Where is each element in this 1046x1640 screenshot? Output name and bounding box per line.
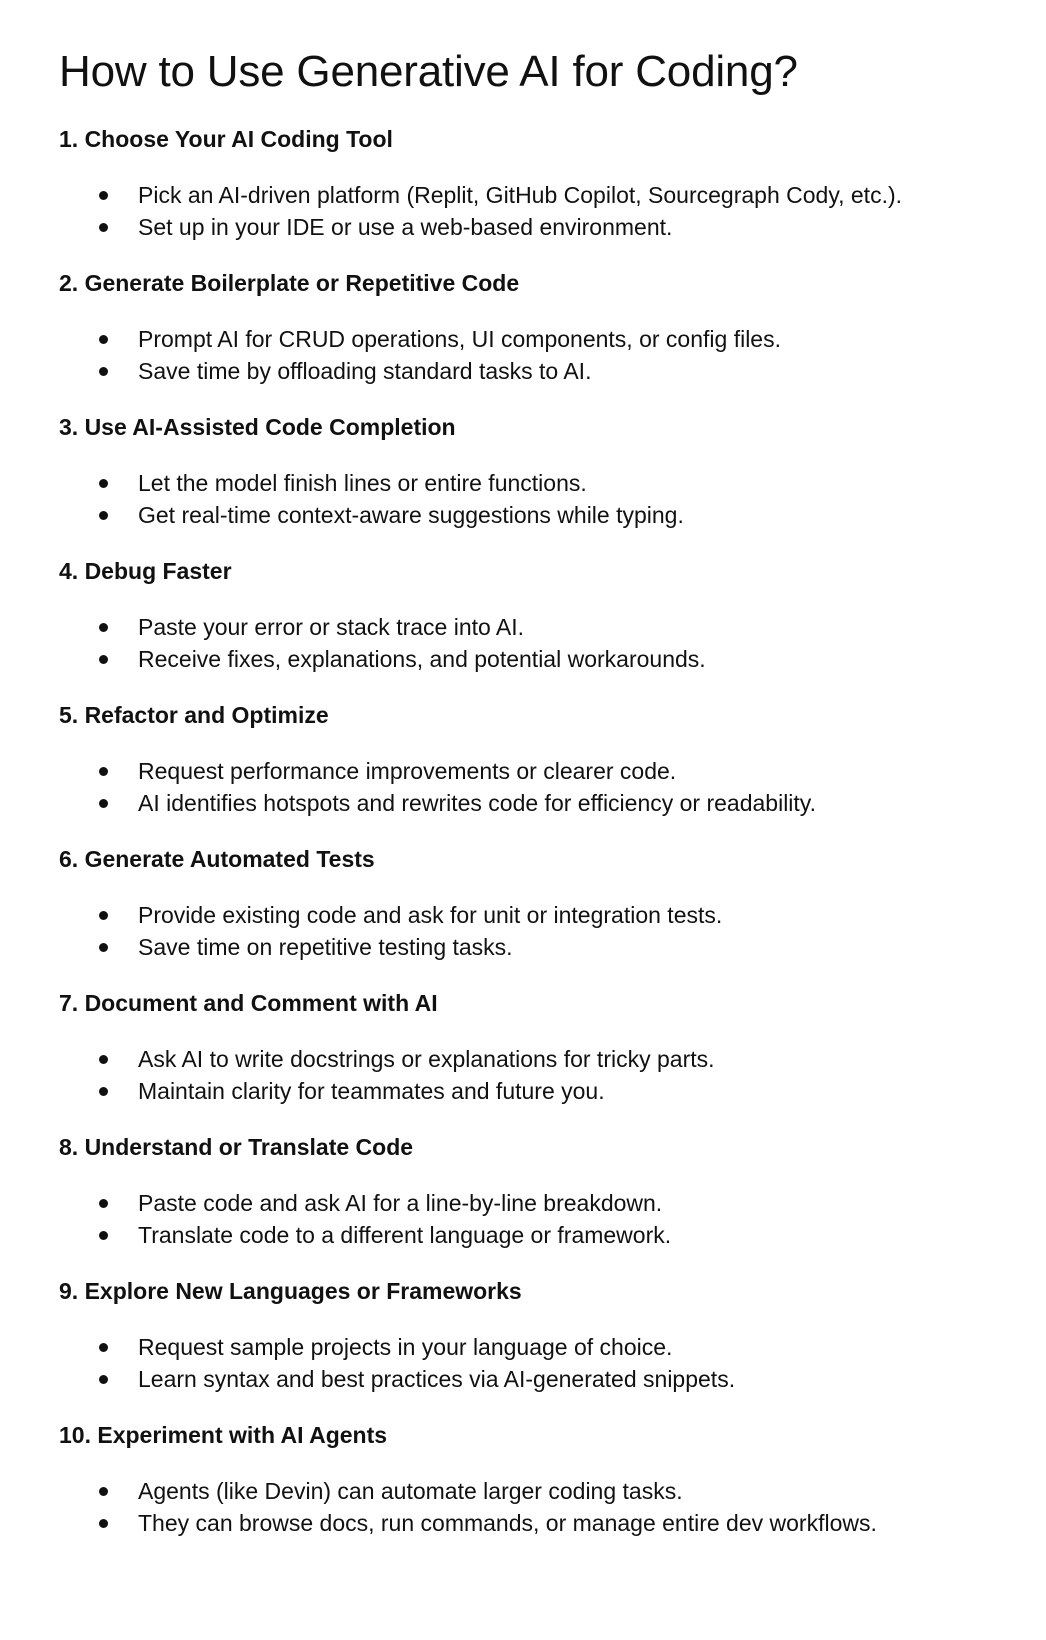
- list-item-text: Let the model finish lines or entire functions.: [138, 470, 587, 496]
- section-heading: 8. Understand or Translate Code: [59, 1134, 414, 1160]
- list-item: [59, 1363, 1006, 1395]
- list-item-text: Translate code to a different language or framework.: [138, 1222, 672, 1248]
- section-heading: 2. Generate Boilerplate or Repetitive Code: [59, 270, 520, 296]
- section-10: [59, 1420, 1006, 1539]
- bullet-list: [59, 1331, 1006, 1395]
- section-heading: 1. Choose Your AI Coding Tool: [59, 126, 393, 152]
- bullet-list: [59, 899, 1006, 963]
- list-item-text: Maintain clarity for teammates and future you.: [138, 1078, 605, 1104]
- bullet-dot-icon: [99, 335, 108, 344]
- section-6: [59, 844, 1006, 963]
- bullet-dot-icon: [99, 1487, 108, 1496]
- list-item-text: They can browse docs, run commands, or manage entire dev workflows.: [138, 1510, 877, 1536]
- section-heading: 5. Refactor and Optimize: [59, 702, 329, 728]
- bullet-dot-icon: [99, 767, 108, 776]
- list-item-text: AI identifies hotspots and rewrites code for efficiency or readability.: [138, 790, 816, 816]
- list-item-text: Prompt AI for CRUD operations, UI components, or config files.: [138, 326, 781, 352]
- section-2: [59, 268, 1006, 387]
- section-8: [59, 1132, 1006, 1251]
- bullet-dot-icon: [99, 655, 108, 664]
- bullet-list: [59, 611, 1006, 675]
- bullet-dot-icon: [99, 1199, 108, 1208]
- list-item: [59, 1507, 1006, 1539]
- list-item-text: Receive fixes, explanations, and potential workarounds.: [138, 646, 706, 672]
- list-item-text: Paste code and ask AI for a line-by-line breakdown.: [138, 1190, 663, 1216]
- bullet-list: [59, 755, 1006, 819]
- section-1: [59, 124, 1006, 243]
- list-item-text: Save time by offloading standard tasks to AI.: [138, 358, 592, 384]
- bullet-dot-icon: [99, 1231, 108, 1240]
- bullet-dot-icon: [99, 911, 108, 920]
- list-item: [59, 323, 1006, 355]
- bullet-dot-icon: [99, 479, 108, 488]
- list-item: [59, 211, 1006, 243]
- bullet-dot-icon: [99, 1519, 108, 1528]
- section-heading: 10. Experiment with AI Agents: [59, 1422, 388, 1448]
- bullet-dot-icon: [99, 191, 108, 200]
- section-4: [59, 556, 1006, 675]
- section-9: [59, 1276, 1006, 1395]
- list-item: [59, 643, 1006, 675]
- bullet-list: [59, 1187, 1006, 1251]
- bullet-list: [59, 1475, 1006, 1539]
- list-item-text: Provide existing code and ask for unit or integration tests.: [138, 902, 723, 928]
- list-item: [59, 899, 1006, 931]
- page-title: How to Use Generative AI for Coding?: [59, 47, 798, 96]
- list-item-text: Get real-time context-aware suggestions while typing.: [138, 502, 684, 528]
- list-item: [59, 1219, 1006, 1251]
- section-5: [59, 700, 1006, 819]
- list-item-text: Ask AI to write docstrings or explanations for tricky parts.: [138, 1046, 715, 1072]
- bullet-dot-icon: [99, 1055, 108, 1064]
- bullet-dot-icon: [99, 623, 108, 632]
- section-heading: 4. Debug Faster: [59, 558, 232, 584]
- bullet-dot-icon: [99, 1375, 108, 1384]
- sections-container: [59, 124, 1006, 1539]
- list-item-text: Learn syntax and best practices via AI-generated snippets.: [138, 1366, 736, 1392]
- bullet-dot-icon: [99, 1087, 108, 1096]
- list-item: [59, 467, 1006, 499]
- list-item-text: Pick an AI-driven platform (Replit, GitHub Copilot, Sourcegraph Cody, etc.).: [138, 182, 903, 208]
- section-heading: 7. Document and Comment with AI: [59, 990, 438, 1016]
- list-item: [59, 1187, 1006, 1219]
- section-heading: 3. Use AI-Assisted Code Completion: [59, 414, 456, 440]
- bullet-list: [59, 467, 1006, 531]
- bullet-dot-icon: [99, 799, 108, 808]
- bullet-list: [59, 179, 1006, 243]
- list-item-text: Set up in your IDE or use a web-based environment.: [138, 214, 673, 240]
- bullet-list: [59, 323, 1006, 387]
- section-3: [59, 412, 1006, 531]
- list-item-text: Save time on repetitive testing tasks.: [138, 934, 513, 960]
- bullet-dot-icon: [99, 511, 108, 520]
- bullet-dot-icon: [99, 943, 108, 952]
- list-item: [59, 1075, 1006, 1107]
- section-7: [59, 988, 1006, 1107]
- section-heading: 6. Generate Automated Tests: [59, 846, 375, 872]
- list-item: [59, 787, 1006, 819]
- list-item: [59, 1331, 1006, 1363]
- list-item-text: Paste your error or stack trace into AI.: [138, 614, 525, 640]
- bullet-dot-icon: [99, 367, 108, 376]
- list-item: [59, 499, 1006, 531]
- list-item: [59, 1043, 1006, 1075]
- list-item: [59, 1475, 1006, 1507]
- list-item: [59, 931, 1006, 963]
- list-item: [59, 355, 1006, 387]
- section-heading: 9. Explore New Languages or Frameworks: [59, 1278, 522, 1304]
- list-item-text: Agents (like Devin) can automate larger coding tasks.: [138, 1478, 683, 1504]
- bullet-list: [59, 1043, 1006, 1107]
- list-item: [59, 179, 1006, 211]
- list-item-text: Request sample projects in your language of choice.: [138, 1334, 673, 1360]
- bullet-dot-icon: [99, 1343, 108, 1352]
- list-item-text: Request performance improvements or clearer code.: [138, 758, 677, 784]
- list-item: [59, 611, 1006, 643]
- bullet-dot-icon: [99, 223, 108, 232]
- list-item: [59, 755, 1006, 787]
